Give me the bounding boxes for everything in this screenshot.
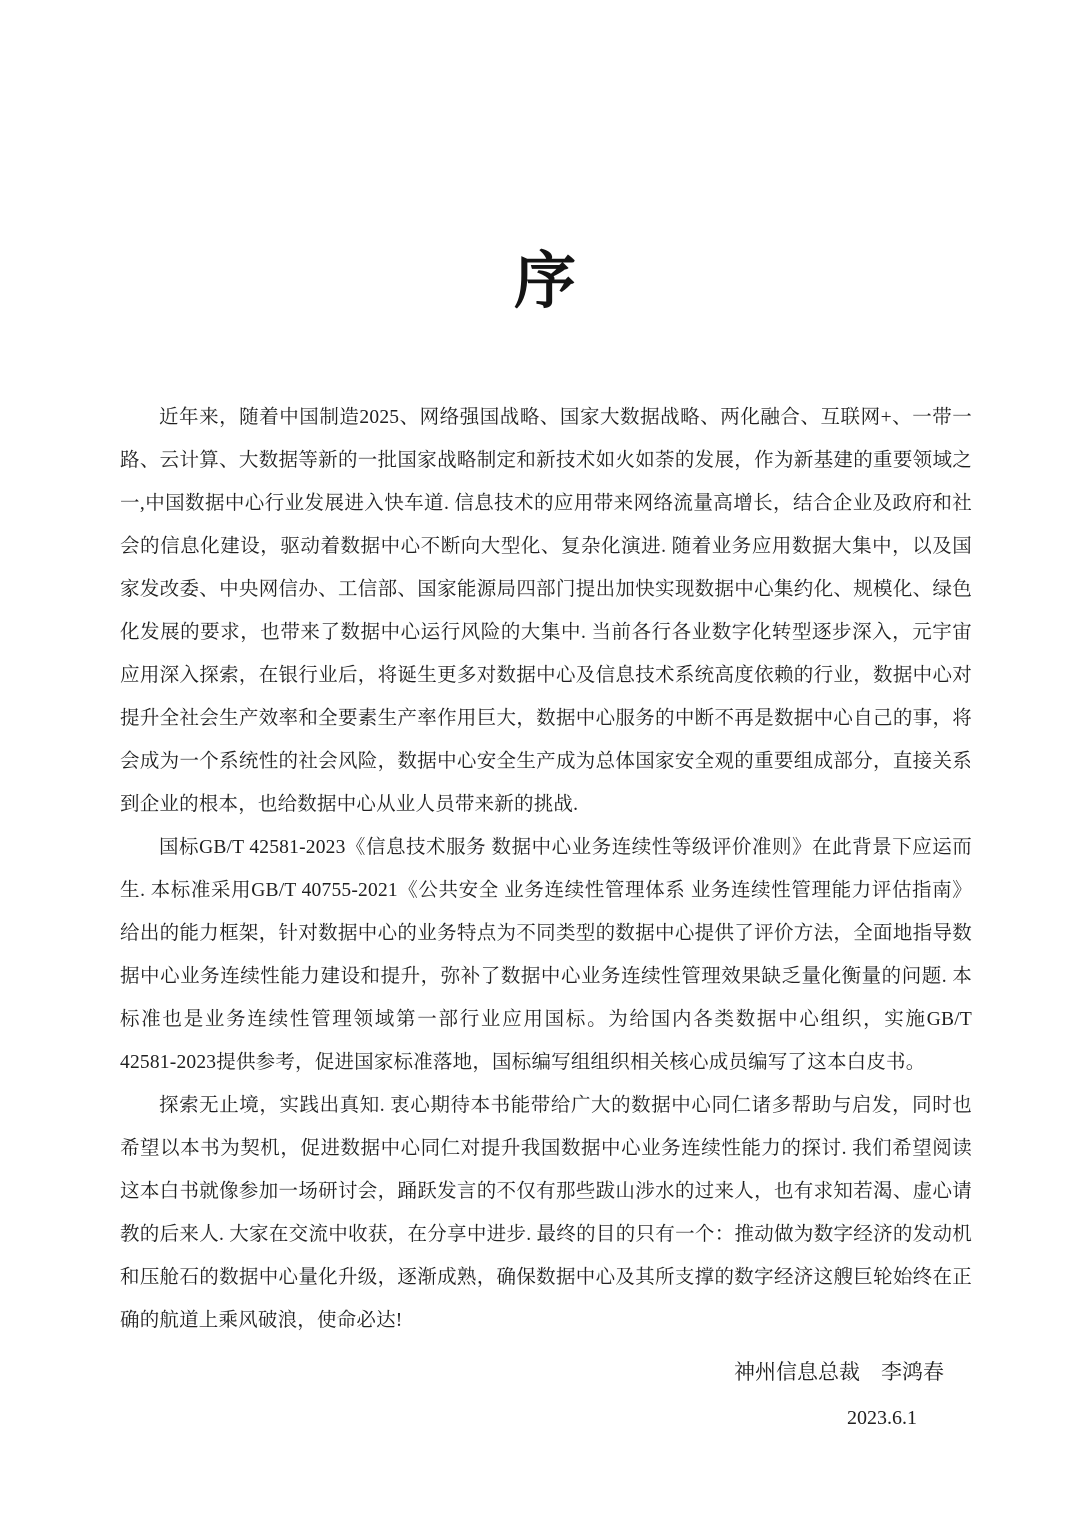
signature-line: 神州信息总裁 李鸿春 [734,1360,944,1384]
preface-paragraph-1: 近年来，随着中国制造2025、网络强国战略、国家大数据战略、两化融合、互联网+、一带一路、云计算、大数据等新的一批国家战略制定和新技术如火如荼的发展，作为新基建的重要领域之一,中国数据中心行业发展进入快车道. 信息技术的应用带来网络流量高增长，结合企业及政府和社会的信息化建设，驱动着数据中心不断向大型化、复杂化演进. 随着业务应用数据大集中，以及国家发改委、中央网信办、工信部、国家能源局四部门提出加快实现数据中心集约化、规模化、绿色化发展的要求，也带来了数据中心运行风险的大集中. 当前各行各业数字化转型逐步深入，元宇宙应用深入探索，在银行业后，将诞生更多对数据中心及信息技术系统高度依赖的行业，数据中心对提升全社会生产效率和全要素生产率作用巨大，数据中心服务的中断不再是数据中心自己的事，将会成为一个系统性的社会风险，数据中心安全生产成为总体国家安全观的重要组成部分，直接关系到企业的根本，也给数据中心从业人员带来新的挑战. [120,407,972,815]
signature-date: 2023.6.1 [847,1407,917,1429]
page-title: 序 [513,248,578,316]
page-content [120,0,972,1436]
preface-paragraph-3: 探索无止境，实践出真知. 衷心期待本书能带给广大的数据中心同仁诸多帮助与启发，同时也希望以本书为契机，促进数据中心同仁对提升我国数据中心业务连续性能力的探讨. 我们希望阅读这本白书就像参加一场研讨会，踊跃发言的不仅有那些跋山涉水的过来人，也有求知若渴、虚心请教的后来人. 大家在交流中收获，在分享中进步. 最终的目的只有一个：推动做为数字经济的发动机和压舱石的数据中心量化升级，逐渐成熟，确保数据中心及其所支撑的数字经济这艘巨轮始终在正确的航道上乘风破浪，使命必达! [120,1095,972,1331]
preface-paragraph-2: 国标GB/T 42581-2023《信息技术服务 数据中心业务连续性等级评价准则》在此背景下应运而生. 本标准采用GB/T 40755-2021《公共安全 业务连续性管理体系 业务连续性管理能力评估指南》给出的能力框架，针对数据中心的业务特点为不同类型的数据中心提供了评价方法，全面地指导数据中心业务连续性能力建设和提升，弥补了数据中心业务连续性管理效果缺乏量化衡量的问题. 本标准也是业务连续性管理领域第一部行业应用国标。为给国内各类数据中心组织，实施GB/T 42581-2023提供参考，促进国家标准落地，国标编写组组织相关核心成员编写了这本白皮书。 [120,837,972,1073]
preface-body [120,396,972,1342]
